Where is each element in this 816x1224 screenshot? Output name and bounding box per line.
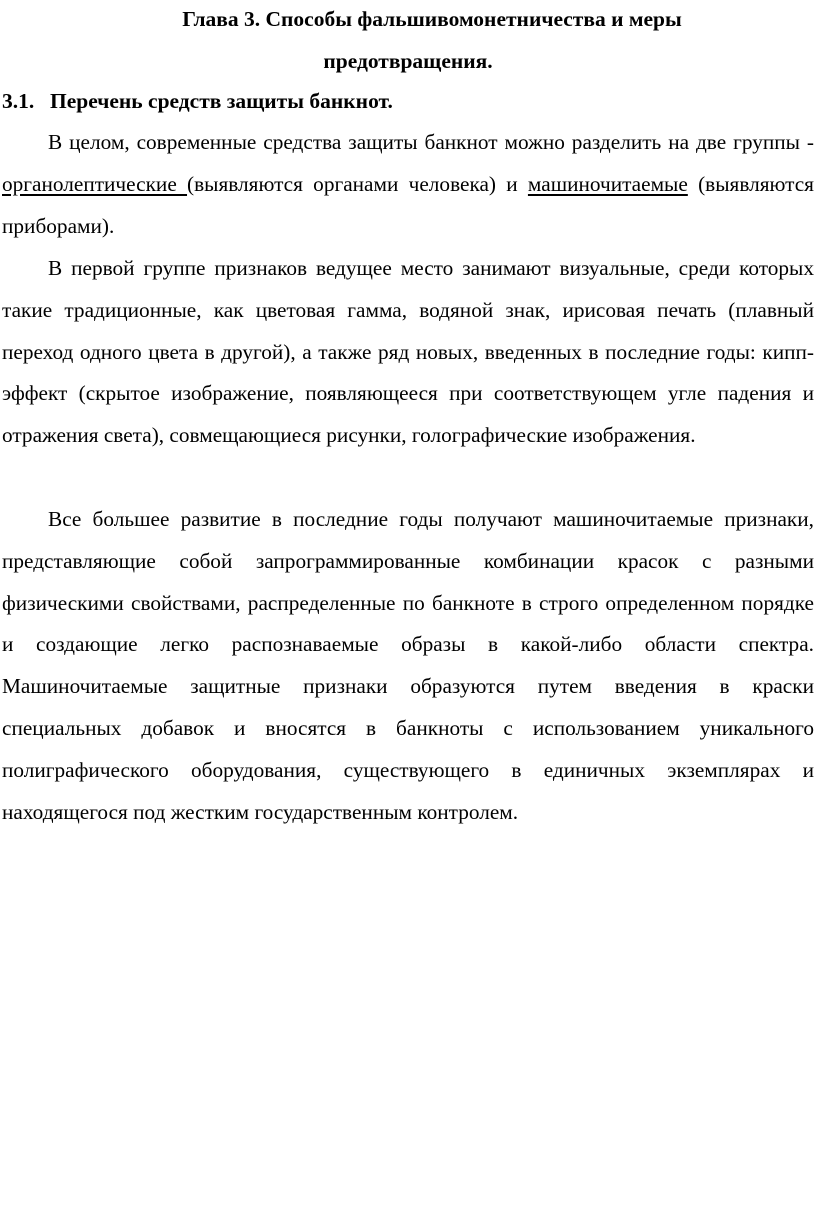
- paragraph-3-text: Все большее развитие в последние годы получают машиночитаемые признаки, представляющие собой запрограммированные комбинации красок с разными физическими свойствами, распределенные по банкноте в строго определенном порядке и создающие легко распознаваемые образы в какой-либо области спектра. Машиночитаемые защитные признаки образуются путем введения в краски специальных добавок и вносятся в банкноты с использованием уникального полиграфического оборудования, существующего в единичных экземплярах и находящегося под жестким государственным контролем.: [2, 507, 814, 824]
- paragraph-3: [2, 499, 814, 833]
- paragraph-1: [2, 122, 814, 247]
- paragraph-1-end: (выявляются приборами).: [2, 171, 814, 238]
- paragraph-2: [2, 248, 814, 457]
- paragraph-1-mid: (выявляются органами человека) и: [187, 171, 528, 196]
- term-organoleptic: органолептические: [2, 171, 188, 196]
- section-number: 3.1.: [2, 89, 35, 113]
- chapter-title-line-2: предотвращения.: [323, 49, 493, 73]
- paragraph-2-text: В первой группе признаков ведущее место занимают визуальные, среди которых такие традиционные, как цветовая гамма, водяной знак, ирисовая печать (плавный переход одного цвета в другой), а также ряд новых, введенных в последние годы: кипп-эффект (скрытое изображение, появляющееся при соответствующем угле падения и отражения света), совмещающиеся рисунки, голографические изображения.: [2, 256, 814, 448]
- chapter-title-line-1: Глава 3. Способы фальшивомонетничества и меры: [182, 7, 682, 31]
- term-machine-readable: машиночитаемые: [527, 171, 688, 196]
- section-title: Перечень средств защиты банкнот.: [50, 89, 393, 113]
- paragraph-1-text: В целом, современные средства защиты банкнот можно разделить на две группы -: [48, 130, 814, 154]
- section-heading: [2, 80, 393, 122]
- chapter-title: [0, 0, 816, 82]
